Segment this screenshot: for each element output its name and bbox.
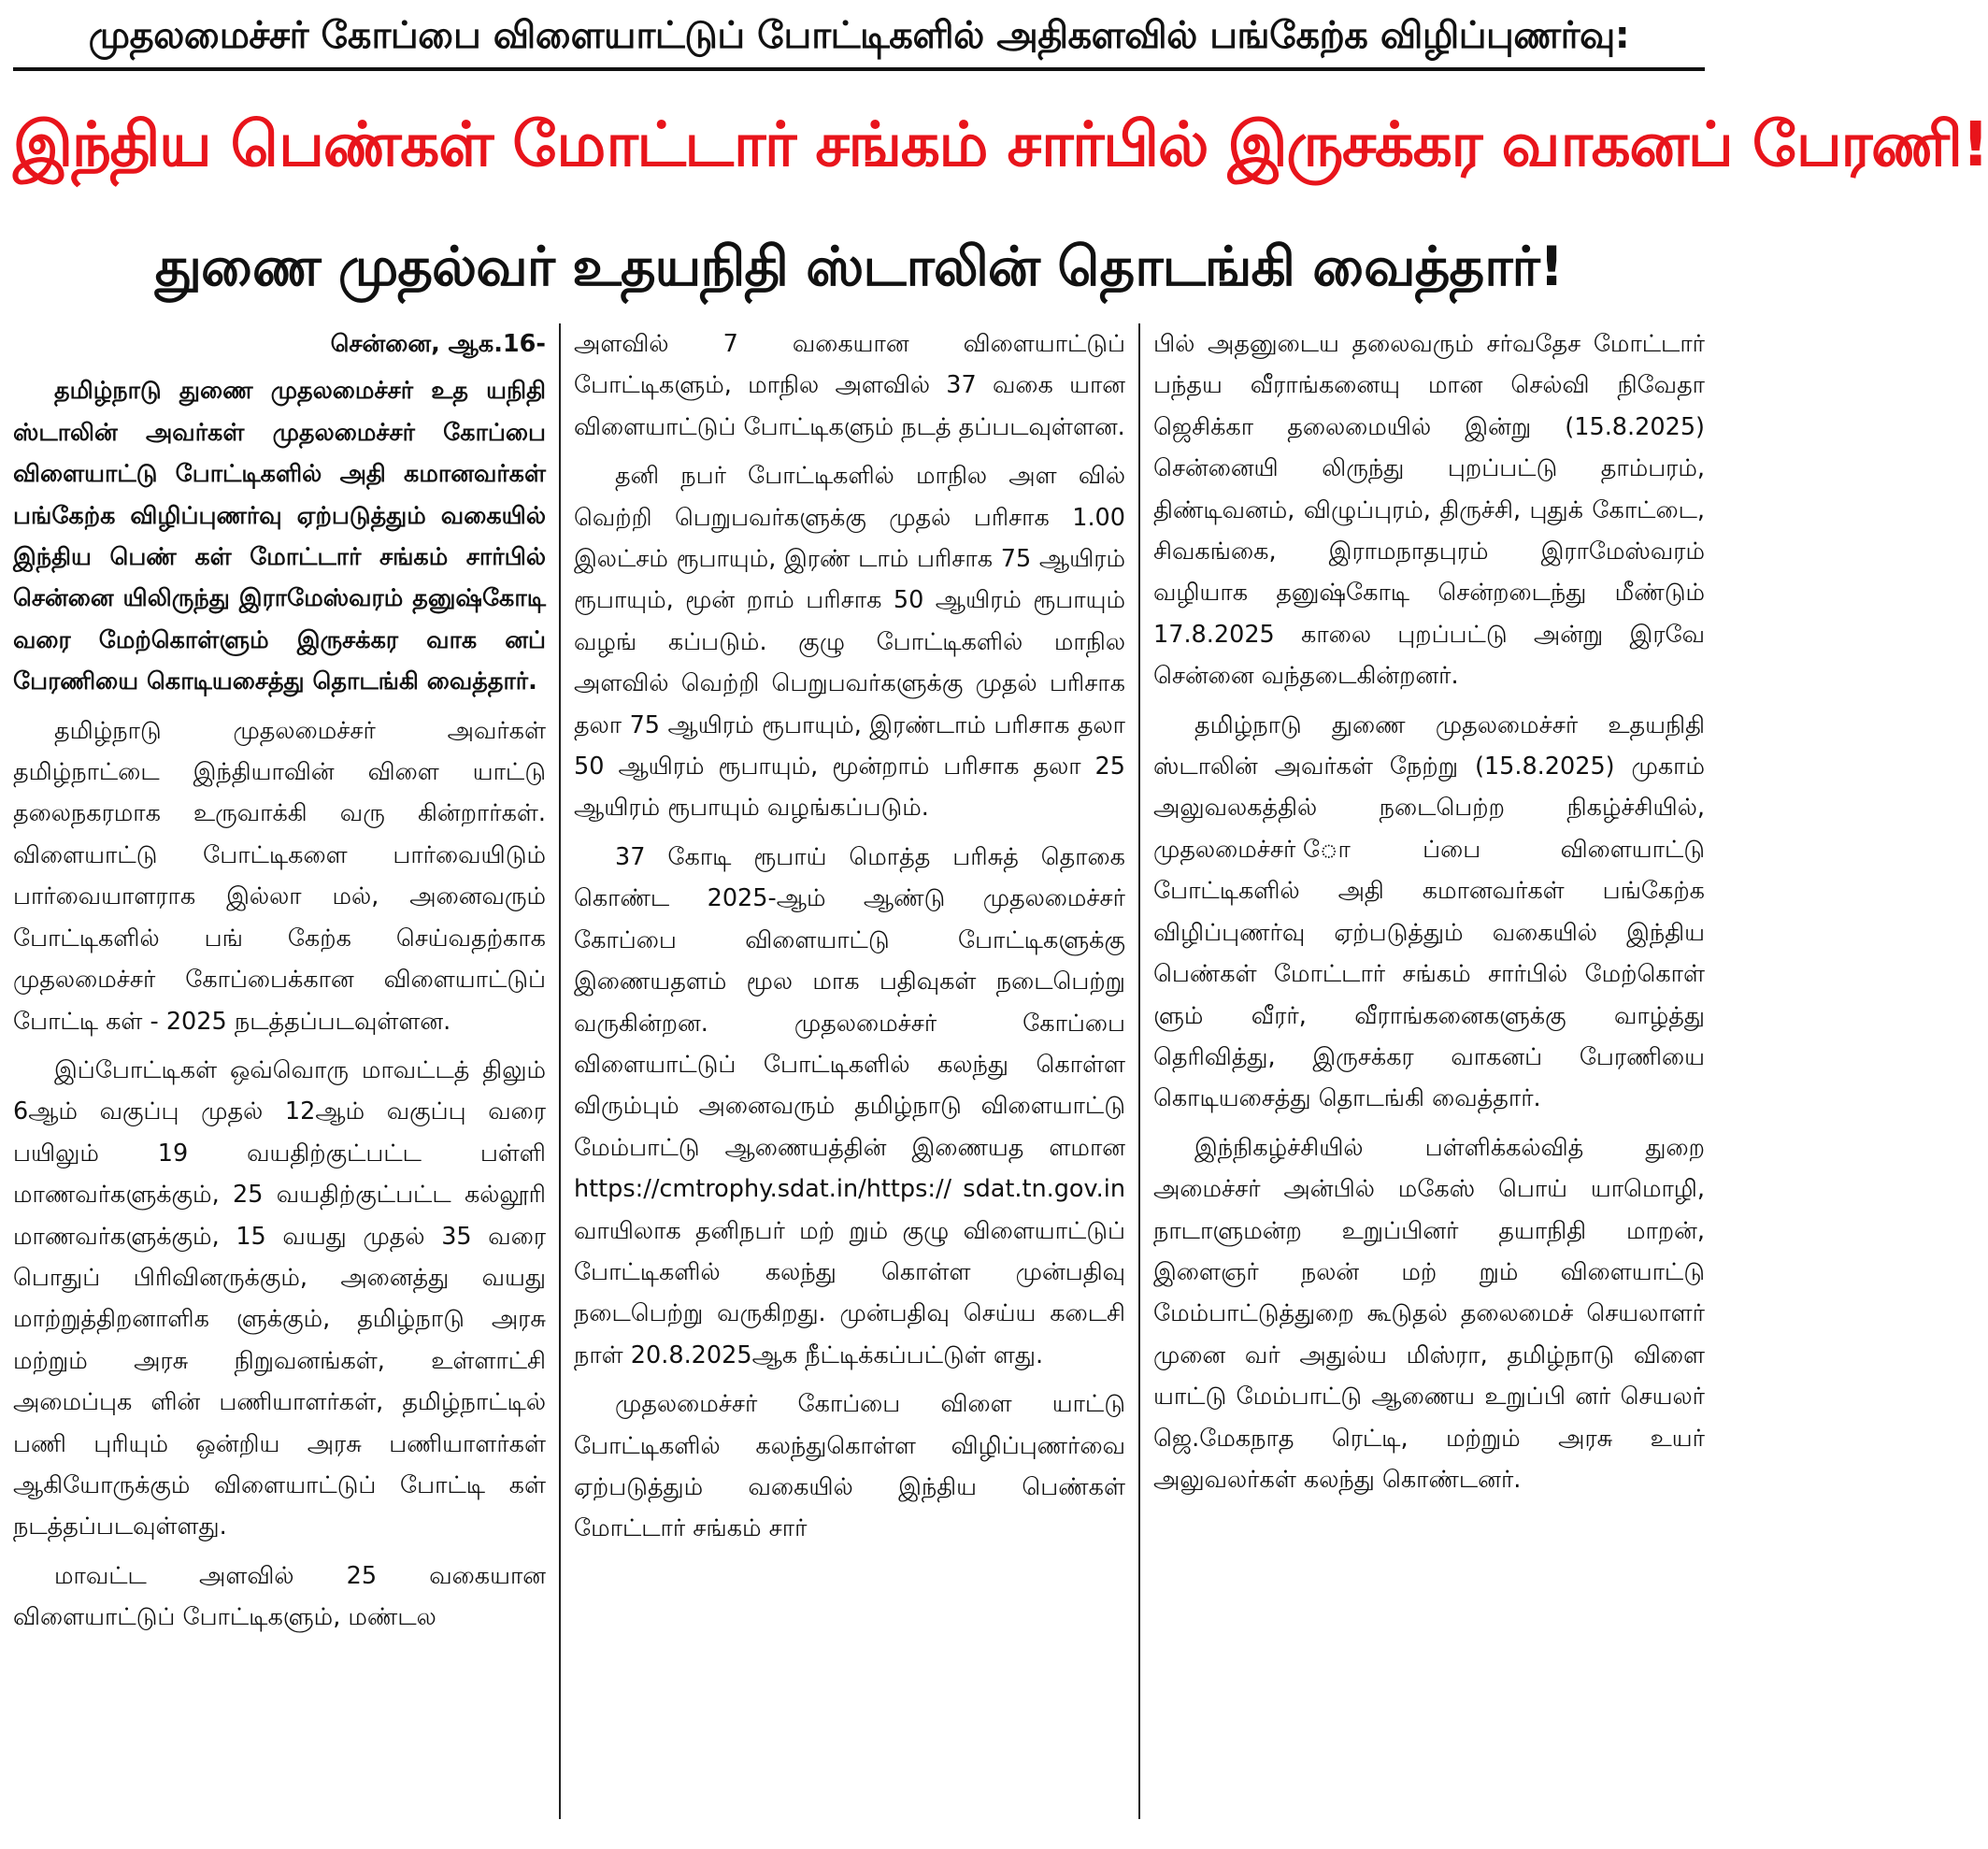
sub-headline: துணை முதல்வர் உதயநிதி ஸ்டாலின் தொடங்கி வைத்தார்! [154,235,1564,298]
body-paragraph: பில் அதனுடைய தலைவரும் சர்வதேச மோட்டார் பந்தய வீராங்கனையு மான செல்வி நிவேதா ஜெசிக்கா தலைமையில் இன்று (15.8.2025) சென்னையி லிருந்து புறப்பட்டு தாம்பரம், திண்டிவனம், விழுப்புரம், திருச்சி, புதுக் கோட்டை, சிவகங்கை, இராமநாதபுரம் இராமேஸ்வரம் வழியாக தனுஷ்கோடி சென்றடைந்து மீண்டும் 17.8.2025 காலை புறப்பட்டு அன்று இரவே சென்னை வந்தடைகின்றனர். [1153,330,1705,691]
body-paragraph: இப்போட்டிகள் ஒவ்வொரு மாவட்டத் திலும் 6ஆம் வகுப்பு முதல் 12ஆம் வகுப்பு வரை பயிலும் 19 வயதிற்குட்பட்ட பள்ளி மாணவர்களுக்கும், 25 வயதிற்குட்பட்ட கல்லூரி மாணவர்களுக்கும், 15 வயது முதல் 35 வரை பொதுப் பிரிவினருக்கும், அனைத்து வயது மாற்றுத்திறனாளிக ளுக்கும், தமிழ்நாடு அரசு மற்றும் அரசு நிறுவனங்கள், உள்ளாட்சி அமைப்புக ளின் பணியாளர்கள், தமிழ்நாட்டில் பணி புரியும் ஒன்றிய அரசு பணியாளர்கள் ஆகியோருக்கும் விளையாட்டுப் போட்டி கள் நடத்தப்படவுள்ளது. [13,1055,546,1541]
body-paragraph: தனி நபர் போட்டிகளில் மாநில அள வில் வெற்றி பெறுபவர்களுக்கு முதல் பரிசாக 1.00 இலட்சம் ரூபாயும், இரண் டாம் பரிசாக 75 ஆயிரம் ரூபாயும், மூன் றாம் பரிசாக 50 ஆயிரம் ரூபாயும் வழங் கப்படும். குழு போட்டிகளில் மாநில அளவில் வெற்றி பெறுபவர்களுக்கு முதல் பரிசாக தலா 75 ஆயிரம் ரூபாயும், இரண்டாம் பரிசாக தலா 50 ஆயிரம் ரூபாயும், மூன்றாம் பரிசாக தலா 25 ஆயிரம் ரூபாயும் வழங்கப்படும். [574,462,1125,823]
body-paragraph: முதலமைச்சர் கோப்பை விளை யாட்டு போட்டிகளில் கலந்துகொள்ள விழிப்புணர்வை ஏற்படுத்தும் வகையில் இந்திய பெண்கள் மோட்டார் சங்கம் சார் [574,1390,1125,1543]
article-column-2 [559,323,1138,1819]
body-paragraph: அளவில் 7 வகையான விளையாட்டுப் போட்டிகளும், மாநில அளவில் 37 வகை யான விளையாட்டுப் போட்டிகளும் நடத் தப்படவுள்ளன. [574,330,1125,441]
article-columns [13,323,1705,1819]
body-paragraph: தமிழ்நாடு துணை முதலமைச்சர் உதயநிதி ஸ்டாலின் அவர்கள் நேற்று (15.8.2025) முகாம் அலுவலகத்தில் நடைபெற்ற நிகழ்ச்சியில், முதலமைச்சர் ோப்பை விளையாட்டு போட்டிகளில் அதி கமானவர்கள் பங்கேற்க விழிப்புணர்வு ஏற்படுத்தும் வகையில் இந்திய பெண்கள் மோட்டார் சங்கம் சார்பில் மேற்கொள் ளும் வீரர், வீராங்கனைகளுக்கு வாழ்த்து தெரிவித்து, இருசக்கர வாகனப் பேரணியை கொடியசைத்து தொடங்கி வைத்தார். [1153,710,1705,1113]
article-column-3 [1138,323,1705,1819]
body-paragraph: மாவட்ட அளவில் 25 வகையான விளையாட்டுப் போட்டிகளும், மண்டல [13,1561,546,1632]
main-headline: இந்திய பெண்கள் மோட்டார் சங்கம் சார்பில் இருசக்கர வாகனப் பேரணி! [13,108,1988,180]
body-paragraph: 37 கோடி ரூபாய் மொத்த பரிசுத் தொகை கொண்ட 2025-ஆம் ஆண்டு முதலமைச்சர் கோப்பை விளையாட்டு போட்டிகளுக்கு இணையதளம் மூல மாக பதிவுகள் நடைபெற்று வருகின்றன. முதலமைச்சர் கோப்பை விளையாட்டுப் போட்டிகளில் கலந்து கொள்ள விரும்பும் அனைவரும் தமிழ்நாடு விளையாட்டு மேம்பாட்டு ஆணையத்தின் இணையத ளமான https://cmtrophy.sdat.in/https:// sdat.tn.gov.in வாயிலாக தனிநபர் மற் றும் குழு விளையாட்டுப் போட்டிகளில் கலந்து கொள்ள முன்பதிவு நடைபெற்று வருகிறது. முன்பதிவு செய்ய கடைசி நாள் 20.8.2025ஆக நீட்டிக்கப்பட்டுள் ளது. [574,842,1125,1369]
article-column-1 [13,323,559,1819]
lead-paragraph: தமிழ்நாடு துணை முதலமைச்சர் உத யநிதி ஸ்டாலின் அவர்கள் முதலமைச்சர் கோப்பை விளையாட்டு போட்டிகளில் அதி கமானவர்கள் பங்கேற்க விழிப்புணர்வு ஏற்படுத்தும் வகையில் இந்திய பெண் கள் மோட்டார் சங்கம் சார்பில் சென்னை யிலிருந்து இராமேஸ்வரம் தனுஷ்கோடி வரை மேற்கொள்ளும் இருசக்கர வாக னப் பேரணியை கொடியசைத்து தொடங்கி வைத்தார். [13,377,546,696]
body-paragraph: இந்நிகழ்ச்சியில் பள்ளிக்கல்வித் துறை அமைச்சர் அன்பில் மகேஸ் பொய் யாமொழி, நாடாளுமன்ற உறுப்பினர் தயாநிதி மாறன், இளைஞர் நலன் மற் றும் விளையாட்டு மேம்பாட்டுத்துறை கூடுதல் தலைமைச் செயலாளர் முனை வர் அதுல்ய மிஸ்ரா, தமிழ்நாடு விளை யாட்டு மேம்பாட்டு ஆணைய உறுப்பி னர் செயலர் ஜெ.மேகநாத ரெட்டி, மற்றும் அரசு உயர் அலுவலர்கள் கலந்து கொண்டனர். [1153,1133,1705,1494]
body-paragraph: தமிழ்நாடு முதலமைச்சர் அவர்கள் தமிழ்நாட்டை இந்தியாவின் விளை யாட்டு தலைநகரமாக உருவாக்கி வரு கின்றார்கள். விளையாட்டு போட்டிகளை பார்வையிடும் பார்வையாளராக இல்லா மல், அனைவரும் போட்டிகளில் பங் கேற்க செய்வதற்காக முதலமைச்சர் கோப்பைக்கான விளையாட்டுப் போட்டி கள் - 2025 நடத்தப்படவுள்ளன. [13,716,546,1036]
kicker-divider [13,67,1705,71]
dateline: சென்னை, ஆக.16- [330,330,546,358]
kicker-headline: முதலமைச்சர் கோப்பை விளையாட்டுப் போட்டிகளில் அதிகளவில் பங்கேற்க விழிப்புணர்வு: [88,14,1630,57]
